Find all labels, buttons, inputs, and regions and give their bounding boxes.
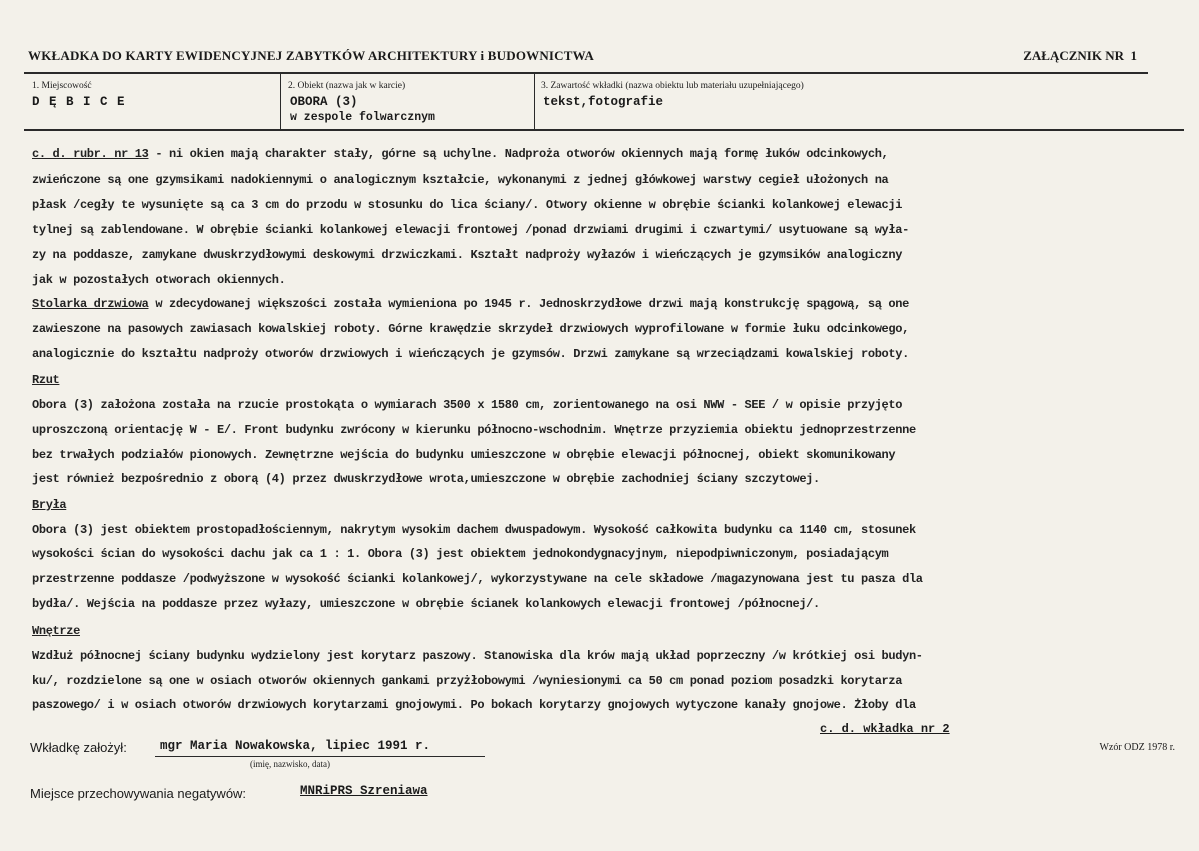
- annex-number: [1023, 48, 1137, 64]
- body-line-21: Wzdłuż północnej ściany budynku wydzielony jest korytarz paszowy. Stanowiska dla krów mają układ poprzeczny /w krótkiej osi budyn-: [32, 649, 923, 663]
- field-divider-2: [534, 74, 535, 129]
- body-line-16: Obora (3) jest obiektem prostopadłościennym, nakrytym wysokim dachem dwuspadowym. Wysokość całkowita budynku ca 1140 cm, stosunek: [32, 523, 916, 537]
- body-line-1: [32, 147, 888, 161]
- body-line-18: przestrzenne poddasze /podwyższone w wysokość ścianki kolankowej/, wykorzystywane na cele składowe /magazynowana jest tu pasza dla: [32, 572, 923, 586]
- author-hint: (imię, nazwisko, data): [250, 759, 330, 769]
- annex-value: 1: [1130, 48, 1137, 63]
- body-line-8: zawieszone na pasowych zawiasach kowalskiej roboty. Górne krawędzie skrzydeł drzwiowych wyprofilowane w formie łuku odcinkowego,: [32, 322, 909, 336]
- author-value: mgr Maria Nowakowska, lipiec 1991 r.: [160, 739, 431, 753]
- body-line-4: tylnej są zablendowane. W obrębie ścianki kolankowej elewacji frontowej /ponad drzwiami drugimi i czwartymi/ usytuowane są wyła-: [32, 223, 909, 237]
- body-line-9: analogicznie do kształtu nadproży otworów drzwiowych i wieńczących je gzymsów. Drzwi zamykane są wrzeciądzami kowalskiej roboty.: [32, 347, 909, 361]
- body-line-1-text: - ni okien mają charakter stały, górne są uchylne. Nadproża otworów okiennych mają formę łuków odcinkowych,: [148, 147, 889, 161]
- continuation-ref: c. d. rubr. nr 13: [32, 147, 149, 161]
- form-code: Wzór ODZ 1978 r.: [1099, 742, 1175, 753]
- header-bottom-rule: [24, 129, 1184, 131]
- body-line-22: ku/, rozdzielone są one w osiach otworów okiennych gankami przyżłobowymi /wyniesionymi ca 50 cm ponad poziom posadzki korytarza: [32, 674, 903, 688]
- continued-note: c. d. wkładka nr 2: [820, 722, 950, 736]
- object-value-line-2: w zespole folwarcznym: [290, 111, 435, 124]
- locality-value: D Ę B I C E: [32, 95, 126, 109]
- section-heading-joinery: Stolarka drzwiowa: [32, 297, 149, 311]
- annex-label: ZAŁĄCZNIK NR: [1023, 48, 1124, 63]
- author-rule: [155, 756, 485, 757]
- body-line-6: jak w pozostałych otworach okiennych.: [32, 273, 286, 287]
- body-line-13: bez trwałych podziałów pionowych. Zewnętrzne wejścia do budynku umieszczone w obrębie elewacji północnej, obiekt skomunikowany: [32, 448, 896, 462]
- storage-label: Miejsce przechowywania negatywów:: [30, 786, 247, 801]
- contents-value: tekst,fotografie: [543, 95, 664, 109]
- body-line-3: płask /cegły te wysunięte są ca 3 cm do przodu w stosunku do lica ściany/. Otwory okienne w obrębie ścianki kolankowej elewacji: [32, 198, 903, 212]
- body-line-23: paszowego/ i w osiach otworów drzwiowych korytarzami gnojowymi. Po bokach korytarzy gnojowych wytyczone kanały gnojowe. Żłoby dla: [32, 698, 916, 712]
- body-line-12: uproszczoną orientację W - E/. Front budynku zwrócony w kierunku północno-wschodnim. Wnętrze przyziemia obiektu jednoprzestrzenne: [32, 423, 916, 437]
- body-line-14: jest również bezpośrednio z oborą (4) przez dwuskrzydłowe wrota,umieszczone w obrębie zachodniej ściany szczytowej.: [32, 472, 820, 486]
- section-heading-interior: Wnętrze: [32, 624, 80, 638]
- body-line-5: zy na poddasze, zamykane dwuskrzydłowymi deskowymi drzwiczkami. Kształt nadproży wyłazów i wieńczących je gzymsików analogiczny: [32, 248, 903, 262]
- section-heading-massing: Bryła: [32, 498, 67, 512]
- form-title: WKŁADKA DO KARTY EWIDENCYJNEJ ZABYTKÓW ARCHITEKTURY i BUDOWNICTWA: [28, 48, 594, 63]
- object-label: 2. Obiekt (nazwa jak w karcie): [288, 81, 406, 91]
- body-line-19: bydła/. Wejścia na poddasze przez wyłazy, umieszczone w obrębie ścianek kolankowych elewacji frontowej /północnej/.: [32, 597, 820, 611]
- author-label: Wkładkę założył:: [30, 740, 127, 755]
- body-line-11: Obora (3) założona została na rzucie prostokąta o wymiarach 3500 x 1580 cm, zorientowanego na osi NWW - SEE / w opisie przyjęto: [32, 398, 903, 412]
- object-value-line-1: OBORA (3): [290, 95, 358, 109]
- section-heading-plan: Rzut: [32, 373, 60, 387]
- body-line-2: zwieńczone są one gzymsikami nadokiennymi o analogicznym kształcie, wykonanymi z jednej główkowej warstwy cegieł ułożonych na: [32, 173, 889, 187]
- storage-value: MNRiPRS Szreniawa: [300, 784, 428, 798]
- body-line-7-text: w zdecydowanej większości została wymieniona po 1945 r. Jednoskrzydłowe drzwi mają konstrukcję spągową, są one: [148, 297, 909, 311]
- body-line-17: wysokości ścian do wysokości dachu jak ca 1 : 1. Obora (3) jest obiektem jednokondygnacyjnym, niepodpiwniczonym, posiadającym: [32, 547, 889, 561]
- contents-label: 3. Zawartość wkładki (nazwa obiektu lub materiału uzupełniającego): [541, 81, 804, 91]
- locality-label: 1. Miejscowość: [32, 81, 92, 91]
- field-divider-1: [280, 74, 281, 129]
- body-line-7: [32, 297, 909, 311]
- header-top-rule: [24, 72, 1148, 74]
